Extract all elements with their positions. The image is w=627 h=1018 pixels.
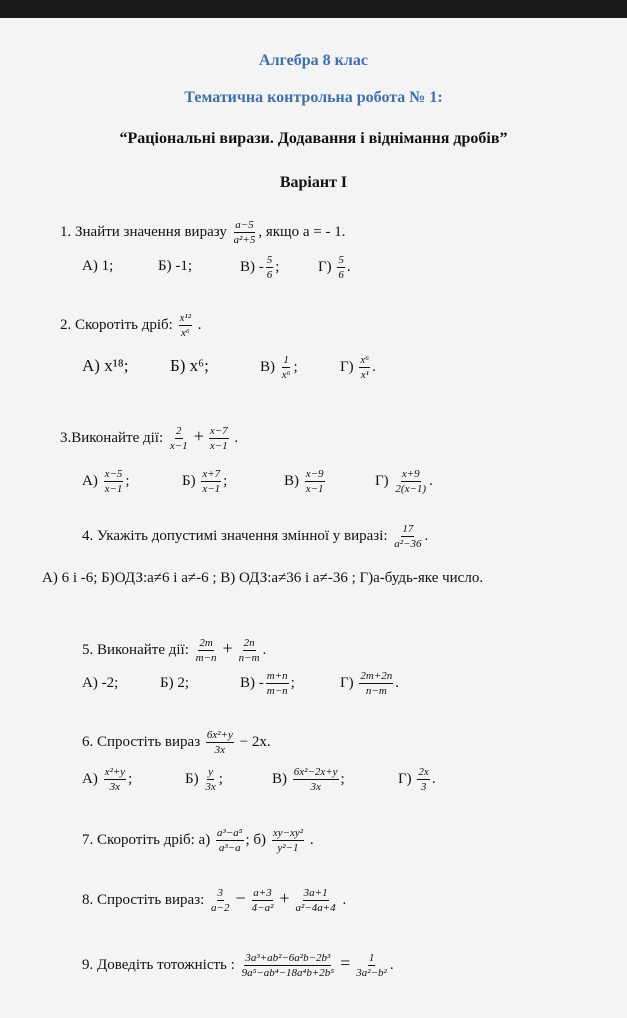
q3-answer-b: Б) $\frac{x+7}{x-1}$ ; <box>182 468 228 495</box>
q6-answer-a: А) $\frac{\text{x²+y}}{3x}$ ; <box>82 766 133 793</box>
question-1: 1. Знайти значення виразу $\frac{a-5}{\text{a²+5}}$ , якщо a = - 1. <box>60 219 346 246</box>
q5-answer-d: Г) $\frac{2m+2n}{n-m}$ . <box>340 670 400 697</box>
q3-answer-a: А) $\frac{x-5}{x-1}$ ; <box>82 468 130 495</box>
q6-answer-c: В) $\frac{\text{6x²−2x+y}}{3x}$ ; <box>272 766 345 793</box>
course-title: Алгебра 8 клас <box>259 52 368 69</box>
q6-answer-d: Г) $\frac{2x}{3}$ . <box>398 766 436 793</box>
q2-answer-c: В) $\frac{1}{\text{x⁶}}$ ; <box>260 354 298 381</box>
question-9: 9. Доведіть тотожність : $\frac{\text{3a³+ab²−6a²b−2b³}}{\text{9a⁵−ab⁴−18a⁴b+2b⁵}}$ = $\frac{1}{\text{3a²−b²}}$ . <box>82 952 394 979</box>
q2-answer-a: А) x¹⁸; <box>82 356 129 375</box>
q5-answer-b: Б) 2; <box>160 675 190 691</box>
q4-answers: А) 6 і -6; Б)ОДЗ:a≠6 і a≠-6 ; В) ОДЗ:a≠36 і a≠-36 ; Г)a-будь-яке число. <box>42 570 484 586</box>
q1-answer-b: Б) -1; <box>158 258 193 274</box>
q1-answer-a: А) 1; <box>82 258 114 274</box>
question-8: 8. Спростіть вираз: $\frac{3}{a-2}$ − $\frac{a+3}{\text{4−a²}}$ + $\frac{3a+1}{\text{a²−4a+4}}$ . <box>82 887 347 914</box>
q5-answer-a: А) -2; <box>82 675 119 691</box>
variant-title: Варіант І <box>279 174 348 191</box>
question-7: 7. Скоротіть дріб: а) $\frac{\text{a³−a⁵}}{\text{a³−a}}$ ; б) $\frac{\text{xy−xy²}}{\text{y²−1}}$ . <box>82 827 314 854</box>
q3-answer-c: В) $\frac{x-9}{x-1}$ <box>284 468 324 495</box>
question-4: 4. Укажіть допустимі значення змінної у виразі: $\frac{17}{\text{a²−36}}$ . <box>82 523 429 550</box>
topic-title: “Раціональні вирази. Додавання і віднімання дробів” <box>119 130 508 147</box>
work-title: Тематична контрольна робота № 1: <box>184 89 443 106</box>
question-2: 2. Скоротіть дріб: $\frac{\text{x¹²}}{\text{x⁶}}$ . <box>60 312 202 339</box>
q6-answer-b: Б) $\frac{y}{3x}$ ; <box>185 766 223 793</box>
top-bar <box>0 0 627 18</box>
q3-answer-d: Г) $\frac{x+9}{2(x-1)}$ . <box>375 468 433 495</box>
q1-answer-c: В) - $\frac{5}{6}$ ; <box>240 254 280 281</box>
q1-fraction: $\frac{a-5}{\text{a²+5}}$ <box>233 219 256 246</box>
question-6: 6. Спростіть вираз $\frac{\text{6x²+y}}{3x}$ − 2x. <box>82 729 271 756</box>
question-3: 3.Виконайте дії: $\frac{2}{x-1}$ + $\frac{x-7}{x-1}$ . <box>60 425 239 452</box>
q5-answer-c: В) - $\frac{m+n}{m-n}$ ; <box>240 670 295 697</box>
q2-answer-d: Г) $\frac{\text{x⁶}}{\text{x¹}}$ . <box>340 354 376 381</box>
q2-answer-b: Б) x⁶; <box>170 356 209 375</box>
q1-answer-d: Г) $\frac{5}{6}$ . <box>318 254 351 281</box>
question-5: 5. Виконайте дії: $\frac{2m}{m-n}$ + $\frac{2n}{n-m}$ . <box>82 637 267 664</box>
